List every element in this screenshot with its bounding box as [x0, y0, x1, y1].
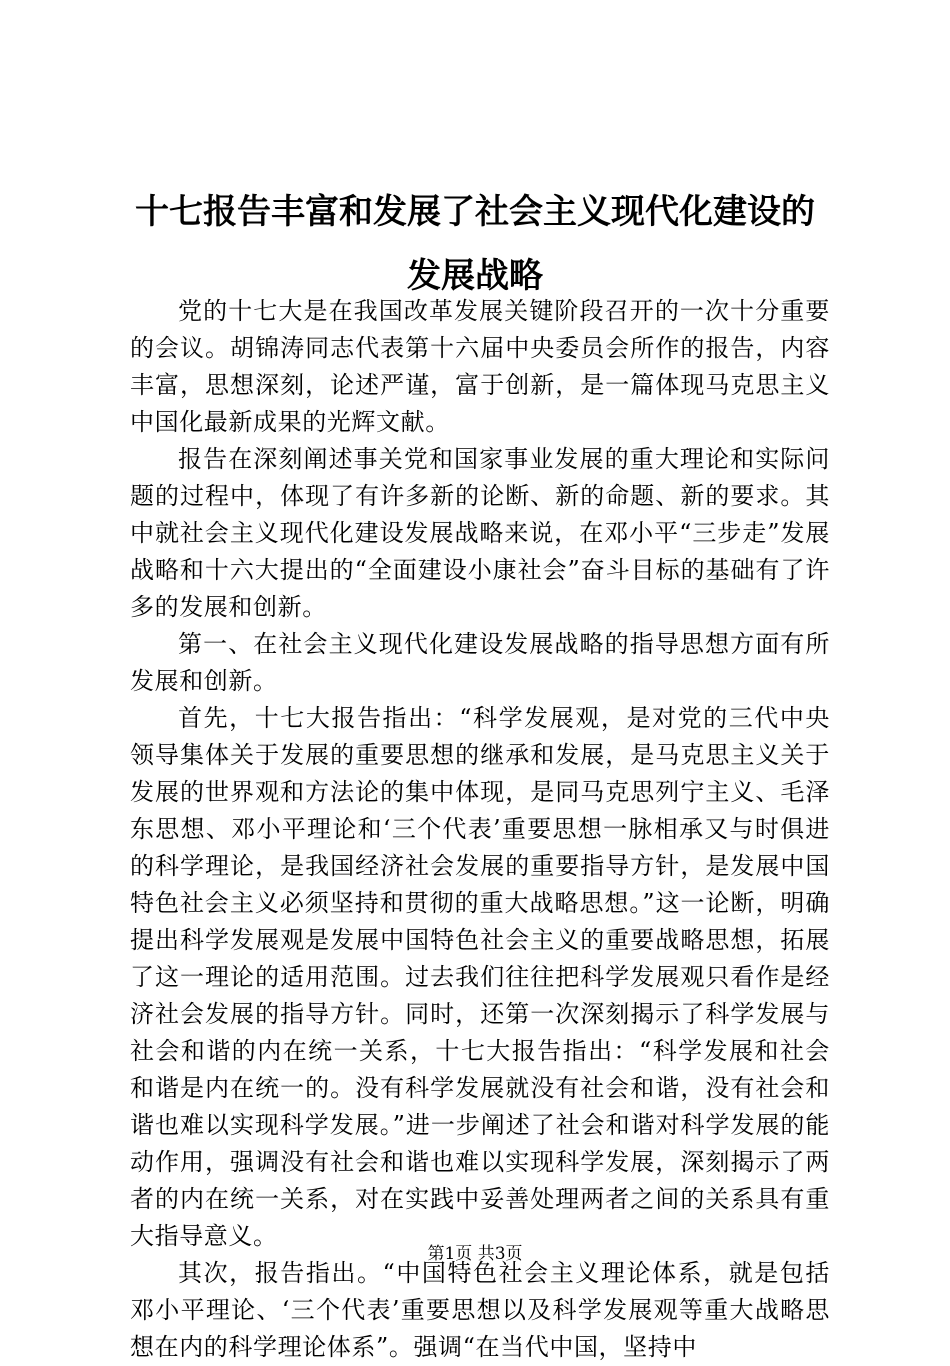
paragraph: 党的十七大是在我国改革发展关键阶段召开的一次十分重要的会议。胡锦涛同志代表第十六届中央委员会所作的报告，内容丰富，思想深刻，论述严谨，富于创新，是一篇体现马克思主义中国化最新成果的光辉文献。: [130, 297, 830, 436]
document-body: [130, 293, 830, 1366]
document-title: [100, 180, 850, 308]
paragraph: 报告在深刻阐述事关党和国家事业发展的重大理论和实际问题的过程中，体现了有许多新的论断、新的命题、新的要求。其中就社会主义现代化建设发展战略来说，在邓小平“三步走”发展战略和十六大提出的“全面建设小康社会”奋斗目标的基础有了许多的发展和创新。: [130, 445, 830, 621]
paragraph: 第一、在社会主义现代化建设发展战略的指导思想方面有所发展和创新。: [130, 630, 830, 695]
title-line-1: 十七报告丰富和发展了社会主义现代化建设的: [135, 192, 815, 232]
paragraph: 首先，十七大报告指出：“科学发展观，是对党的三代中央领导集体关于发展的重要思想的继承和发展，是马克思主义关于发展的世界观和方法论的集中体现，是同马克思列宁主义、毛泽东思想、邓小平理论和‘三个代表’重要思想一脉相承又与时俱进的科学理论，是我国经济社会发展的重要指导方针，是发展中国特色社会主义必须坚持和贯彻的重大战略思想。”这一论断，明确提出科学发展观是发展中国特色社会主义的重要战略思想，拓展了这一理论的适用范围。过去我们往往把科学发展观只看作是经济社会发展的指导方针。同时，还第一次深刻揭示了科学发展与社会和谐的内在统一关系，十七大报告指出：“科学发展和社会和谐是内在统一的。没有科学发展就没有社会和谐，没有社会和谐也难以实现科学发展。”进一步阐述了社会和谐对科学发展的能动作用，强调没有社会和谐也难以实现科学发展，深刻揭示了两者的内在统一关系，对在实践中妥善处理两者之间的关系具有重大指导意义。: [130, 704, 830, 1250]
page-footer: 第1页 共3页: [427, 1244, 523, 1264]
title-line-2: 发展战略: [407, 256, 543, 296]
paragraph: 其次，报告指出。“中国特色社会主义理论体系，就是包括邓小平理论、‘三个代表’重要思想以及科学发展观等重大战略思想在内的科学理论体系”。强调“在当代中国，坚持中: [130, 1259, 830, 1361]
